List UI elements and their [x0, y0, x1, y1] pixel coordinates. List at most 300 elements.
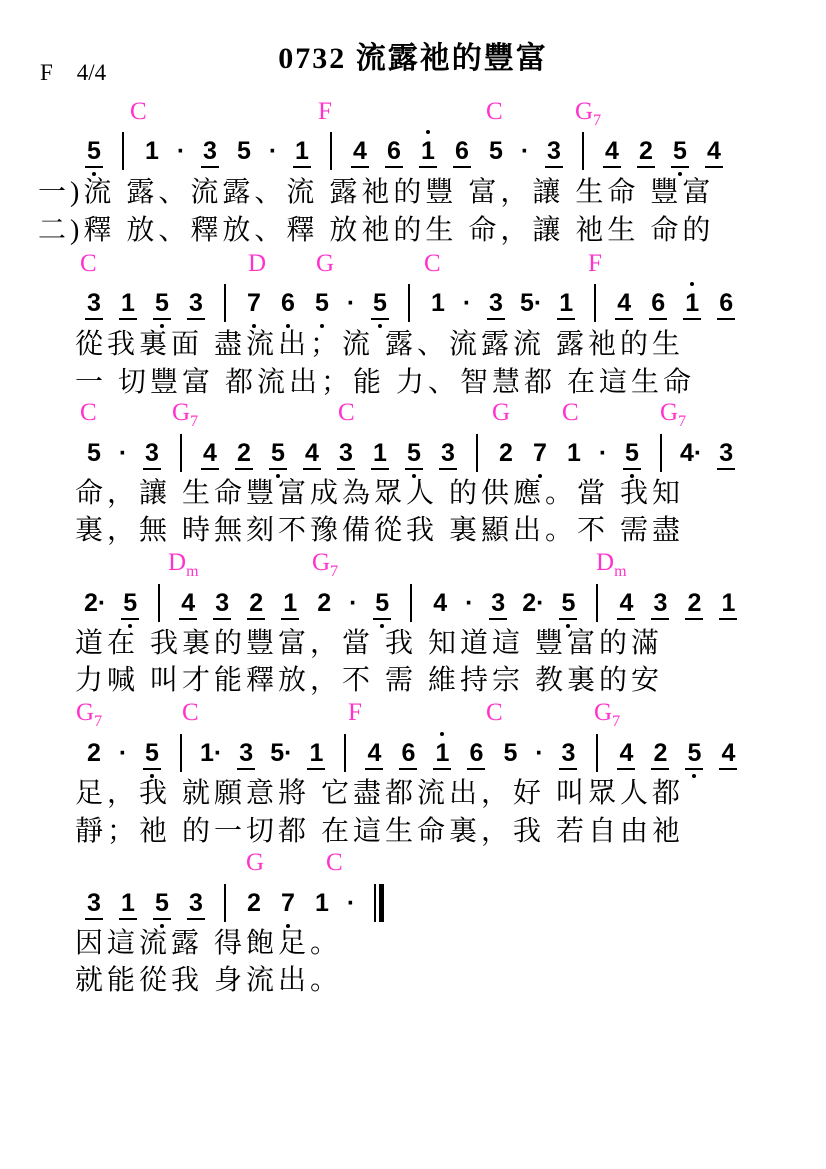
note-digit: 7 — [281, 888, 295, 917]
note-digit: 2 — [317, 588, 332, 617]
note — [716, 288, 736, 317]
octave-dot-above — [426, 130, 430, 134]
eighth-underline — [405, 468, 423, 470]
note — [558, 738, 578, 767]
note — [246, 588, 266, 617]
note — [84, 288, 104, 317]
note-digit: 6 — [651, 288, 666, 317]
eighth-underline — [615, 318, 633, 320]
note-digit: 5 — [407, 438, 421, 467]
note-digit: 4 — [433, 588, 448, 617]
eighth-underline — [649, 318, 667, 320]
eighth-underline — [719, 768, 737, 770]
augmentation-dot: · — [520, 136, 530, 165]
note-digit: 5 — [625, 438, 639, 467]
eighth-underline — [559, 768, 577, 770]
note-digit: 2· — [522, 588, 545, 617]
barline — [660, 434, 662, 472]
chord-label: C — [338, 399, 355, 426]
augmentation-dot: · — [118, 438, 128, 467]
note-digit: 3 — [561, 738, 576, 767]
note-digit: 1 — [721, 588, 736, 617]
note-digit: 1 — [567, 438, 581, 467]
eighth-underline — [371, 468, 389, 470]
chord-row — [0, 250, 826, 280]
note — [616, 738, 636, 767]
note — [716, 438, 736, 467]
eighth-underline — [685, 618, 703, 620]
note-digit: 5 — [123, 588, 138, 617]
note — [564, 438, 584, 467]
barline — [596, 734, 598, 772]
note — [670, 136, 690, 165]
chord-label: $G_7$ — [76, 699, 103, 730]
eighth-underline — [617, 618, 635, 620]
eighth-underline — [201, 166, 219, 168]
eighth-underline — [213, 618, 231, 620]
eighth-underline — [269, 468, 287, 470]
note — [718, 588, 738, 617]
note-digit: 2 — [87, 738, 101, 767]
note-digit: 5 — [503, 738, 518, 767]
note — [84, 588, 107, 617]
note — [336, 438, 356, 467]
note-digit: 6 — [281, 288, 295, 317]
note-digit: 7 — [533, 438, 547, 467]
chord-label: $D_m$ — [168, 549, 199, 580]
key-label: F — [40, 60, 53, 85]
note — [244, 888, 264, 917]
eighth-underline — [683, 318, 701, 320]
eighth-underline — [303, 468, 321, 470]
eighth-underline — [307, 768, 325, 770]
note — [520, 288, 543, 317]
eighth-underline — [351, 166, 369, 168]
note — [280, 588, 300, 617]
augmentation-dot: · — [346, 288, 356, 317]
note — [466, 738, 486, 767]
barline — [224, 884, 226, 922]
note — [372, 588, 392, 617]
note-digit: 2· — [84, 588, 107, 617]
eighth-underline — [419, 166, 437, 168]
note-digit: 4 — [619, 738, 634, 767]
barline — [330, 132, 332, 170]
barline — [408, 284, 410, 322]
note-digit: 5 — [561, 588, 576, 617]
note-digit: 3 — [215, 588, 230, 617]
barline — [594, 284, 596, 322]
note-digit: 5 — [87, 136, 101, 165]
eighth-underline — [281, 618, 299, 620]
note-digit: 5 — [489, 136, 503, 165]
eighth-underline — [651, 768, 669, 770]
note — [278, 888, 298, 917]
eighth-underline — [671, 166, 689, 168]
eighth-underline — [235, 468, 253, 470]
barline — [158, 584, 160, 622]
chord-label: $G_7$ — [172, 399, 199, 430]
barline — [596, 584, 598, 622]
note-digit: 3 — [189, 888, 203, 917]
note-digit: 4 — [305, 438, 319, 467]
note-digit: 5 — [375, 588, 390, 617]
note-digit: 5 — [271, 438, 285, 467]
chord-label: D — [248, 250, 267, 277]
chord-label: G — [316, 250, 335, 277]
lyric-line: 就能從我 身流出。 — [75, 965, 343, 996]
note — [616, 588, 636, 617]
note-digit: 4 — [617, 288, 632, 317]
note — [602, 136, 622, 165]
note-digit: 4 — [707, 136, 721, 165]
eighth-underline — [651, 618, 669, 620]
chord-label: F — [348, 699, 362, 726]
eighth-underline — [385, 166, 403, 168]
note-digit: 3 — [203, 136, 217, 165]
note — [312, 288, 332, 317]
note-digit: 3 — [87, 288, 101, 317]
lyric-line: 力喊 叫才能釋放，不 需 維持宗 教裏的安 — [75, 665, 664, 696]
augmentation-dot: · — [535, 738, 544, 767]
augmentation-dot: · — [598, 438, 608, 467]
barline — [224, 284, 226, 322]
eighth-underline — [439, 468, 457, 470]
note-digit: 3 — [653, 588, 668, 617]
note-digit: 1 — [559, 288, 574, 317]
note — [488, 588, 508, 617]
note-digit: 2 — [687, 588, 702, 617]
eighth-underline — [371, 318, 389, 320]
eighth-underline — [399, 768, 417, 770]
note-digit: 5 — [155, 288, 169, 317]
eighth-underline — [489, 618, 507, 620]
barline — [476, 434, 478, 472]
note — [452, 136, 472, 165]
note — [306, 738, 326, 767]
augmentation-dot: · — [462, 288, 472, 317]
eighth-underline — [143, 468, 161, 470]
note — [370, 438, 390, 467]
lyric-line: 裏，無 時無刻不豫備從我 裏顯出。不 需盡 — [75, 515, 685, 546]
note — [496, 438, 516, 467]
eighth-underline — [603, 166, 621, 168]
note-digit: 3 — [547, 136, 561, 165]
chord-label: $G_7$ — [660, 399, 687, 430]
lyric-line: 一 切豐富 都流出；能 力、智慧都 在這生命 — [75, 367, 696, 398]
note-digit: 3 — [441, 438, 455, 467]
note — [200, 136, 220, 165]
note-digit: 1 — [145, 136, 159, 165]
chord-label: $D_m$ — [596, 549, 627, 580]
note — [622, 438, 642, 467]
note — [370, 288, 390, 317]
chord-row — [0, 849, 826, 879]
note — [186, 888, 206, 917]
chord-row — [0, 98, 826, 128]
eighth-underline — [153, 318, 171, 320]
note-digit: 4 — [367, 738, 382, 767]
lyric-line: 從我裏面 盡流出；流 露、流露流 露祂的生 — [75, 329, 685, 360]
note — [234, 136, 254, 165]
notation-row — [0, 883, 826, 923]
eighth-underline — [717, 318, 735, 320]
note-digit: 5 — [373, 288, 387, 317]
lyric-line: 因這流露 得飽足。 — [75, 928, 343, 959]
note-digit: 6 — [455, 136, 469, 165]
note-digit: 3 — [339, 438, 353, 467]
eighth-underline — [337, 468, 355, 470]
chord-label: G — [246, 849, 265, 876]
note-digit: 5· — [520, 288, 543, 317]
note — [186, 288, 206, 317]
note-digit: 3 — [489, 288, 503, 317]
eighth-underline — [187, 918, 205, 920]
note — [556, 288, 576, 317]
lyric-line: 靜；祂 的一切都 在這生命裏，我 若自由祂 — [75, 816, 685, 847]
time-signature: 4/4 — [76, 60, 107, 85]
eighth-underline — [201, 468, 219, 470]
note — [118, 888, 138, 917]
eighth-underline — [717, 468, 735, 470]
eighth-underline — [153, 918, 171, 920]
eighth-underline — [187, 318, 205, 320]
key-signature — [40, 60, 106, 86]
augmentation-dot: · — [176, 136, 186, 165]
note-digit: 2 — [247, 888, 261, 917]
note — [278, 288, 298, 317]
eighth-underline — [143, 768, 161, 770]
note-digit: 2 — [639, 136, 653, 165]
eighth-underline — [623, 468, 641, 470]
note-digit: 3 — [719, 438, 734, 467]
eighth-underline — [557, 318, 575, 320]
note-digit: 1 — [435, 738, 450, 767]
note-digit: 5 — [687, 738, 702, 767]
note — [636, 136, 656, 165]
notation-row — [0, 283, 826, 323]
note — [244, 288, 264, 317]
eighth-underline — [365, 768, 383, 770]
note-digit: 1 — [121, 288, 135, 317]
lyric-line: 一)流 露、流露、流 露祂的豐 富，讓 生命 豐富 — [38, 177, 715, 208]
note — [84, 888, 104, 917]
note-digit: 1 — [373, 438, 387, 467]
eighth-underline — [467, 768, 485, 770]
eighth-underline — [545, 166, 563, 168]
chord-label: C — [130, 98, 147, 125]
note-digit: 6 — [469, 738, 484, 767]
note — [404, 438, 424, 467]
note — [120, 588, 140, 617]
eighth-underline — [685, 768, 703, 770]
song-title: 0732 流露祂的豐富 — [278, 42, 548, 75]
note-digit: 4 — [619, 588, 634, 617]
note — [614, 288, 634, 317]
chord-row — [0, 549, 826, 579]
note — [432, 738, 452, 767]
chord-row — [0, 699, 826, 729]
eighth-underline — [705, 166, 723, 168]
note — [418, 136, 438, 165]
note-digit: 5 — [87, 438, 101, 467]
note — [234, 438, 254, 467]
note — [558, 588, 578, 617]
note — [312, 888, 332, 917]
eighth-underline — [85, 318, 103, 320]
eighth-underline — [237, 768, 255, 770]
chord-label: F — [588, 250, 602, 277]
lyric-line: 命，讓 生命豐富成為眾人 的供應。當 我知 — [75, 478, 685, 509]
note — [486, 288, 506, 317]
octave-dot-above — [690, 282, 694, 286]
note-digit: 4 — [353, 136, 367, 165]
note — [118, 288, 138, 317]
note — [142, 738, 162, 767]
chord-label: C — [562, 399, 579, 426]
barline — [180, 734, 182, 772]
note-digit: 4 — [605, 136, 619, 165]
note — [428, 288, 448, 317]
note-digit: 2 — [653, 738, 668, 767]
chord-label: $G_7$ — [312, 549, 339, 580]
octave-dot-above — [440, 732, 444, 736]
eighth-underline — [453, 166, 471, 168]
note-digit: 6 — [401, 738, 416, 767]
notation-row — [0, 131, 826, 171]
note-digit: 5 — [145, 738, 159, 767]
barline — [582, 132, 584, 170]
augmentation-dot: · — [465, 588, 474, 617]
eighth-underline — [373, 618, 391, 620]
lyric-line: 道在 我裏的豐富，當 我 知道這 豐富的滿 — [75, 628, 664, 659]
eighth-underline — [247, 618, 265, 620]
note — [84, 738, 104, 767]
eighth-underline — [121, 618, 139, 620]
note — [84, 136, 104, 165]
note-digit: 5 — [673, 136, 687, 165]
barline — [344, 734, 346, 772]
chord-label: C — [486, 98, 503, 125]
chord-label: $G_7$ — [594, 699, 621, 730]
note — [650, 588, 670, 617]
note-digit: 1 — [431, 288, 445, 317]
note-digit: 3 — [239, 738, 254, 767]
note-digit: 1 — [283, 588, 298, 617]
lyric-line: 足，我 就願意將 它盡都流出，好 叫眾人都 — [75, 778, 685, 809]
chord-label: $G_7$ — [575, 98, 602, 129]
note-digit: 3 — [189, 288, 203, 317]
note — [682, 288, 702, 317]
chord-row — [0, 399, 826, 429]
augmentation-dot: · — [268, 136, 278, 165]
chord-label: F — [318, 98, 332, 125]
eighth-underline — [637, 166, 655, 168]
note — [302, 438, 322, 467]
note — [350, 136, 370, 165]
note — [430, 588, 450, 617]
note-digit: 2 — [249, 588, 264, 617]
note-digit: 3 — [491, 588, 506, 617]
note-digit: 5 — [155, 888, 169, 917]
note — [522, 588, 545, 617]
barline — [122, 132, 124, 170]
note-digit: 6 — [387, 136, 401, 165]
notation-row — [0, 433, 826, 473]
chord-label: G — [492, 399, 511, 426]
note — [270, 738, 293, 767]
augmentation-dot: · — [118, 738, 128, 767]
note — [212, 588, 232, 617]
final-barline — [374, 884, 384, 922]
note-digit: 1 — [309, 738, 324, 767]
note — [268, 438, 288, 467]
note — [200, 438, 220, 467]
barline — [410, 584, 412, 622]
note — [384, 136, 404, 165]
lyric-line: 二)釋 放、釋放、釋 放祂的生 命，讓 祂生 命的 — [38, 215, 715, 246]
note — [680, 438, 703, 467]
note-digit: 7 — [247, 288, 261, 317]
eighth-underline — [119, 918, 137, 920]
note-digit: 6 — [719, 288, 734, 317]
note-digit: 1 — [421, 136, 435, 165]
eighth-underline — [85, 166, 103, 168]
eighth-underline — [179, 618, 197, 620]
barline — [180, 434, 182, 472]
note — [142, 438, 162, 467]
eighth-underline — [487, 318, 505, 320]
note — [486, 136, 506, 165]
note-digit: 4 — [721, 738, 736, 767]
note — [364, 738, 384, 767]
eighth-underline — [433, 768, 451, 770]
eighth-underline — [617, 768, 635, 770]
note-digit: 3 — [87, 888, 101, 917]
note-digit: 1 — [121, 888, 135, 917]
augmentation-dot: · — [346, 888, 356, 917]
chord-label: C — [80, 399, 97, 426]
note-digit: 1 — [315, 888, 329, 917]
note-digit: 5· — [270, 738, 293, 767]
note — [152, 288, 172, 317]
note — [152, 888, 172, 917]
note — [718, 738, 738, 767]
note-digit: 1· — [200, 738, 223, 767]
note-digit: 4· — [680, 438, 703, 467]
note — [684, 738, 704, 767]
chord-label: C — [326, 849, 343, 876]
note — [544, 136, 564, 165]
eighth-underline — [293, 166, 311, 168]
note — [684, 588, 704, 617]
notation-row — [0, 733, 826, 773]
chord-label: C — [182, 699, 199, 726]
note — [292, 136, 312, 165]
note-digit: 1 — [685, 288, 700, 317]
note — [314, 588, 334, 617]
note — [398, 738, 418, 767]
note-digit: 5 — [237, 136, 251, 165]
note — [704, 136, 724, 165]
eighth-underline — [559, 618, 577, 620]
note-digit: 2 — [499, 438, 513, 467]
note — [178, 588, 198, 617]
note-digit: 5 — [315, 288, 329, 317]
note-digit: 1 — [295, 136, 309, 165]
note — [200, 738, 223, 767]
notation-row — [0, 583, 826, 623]
